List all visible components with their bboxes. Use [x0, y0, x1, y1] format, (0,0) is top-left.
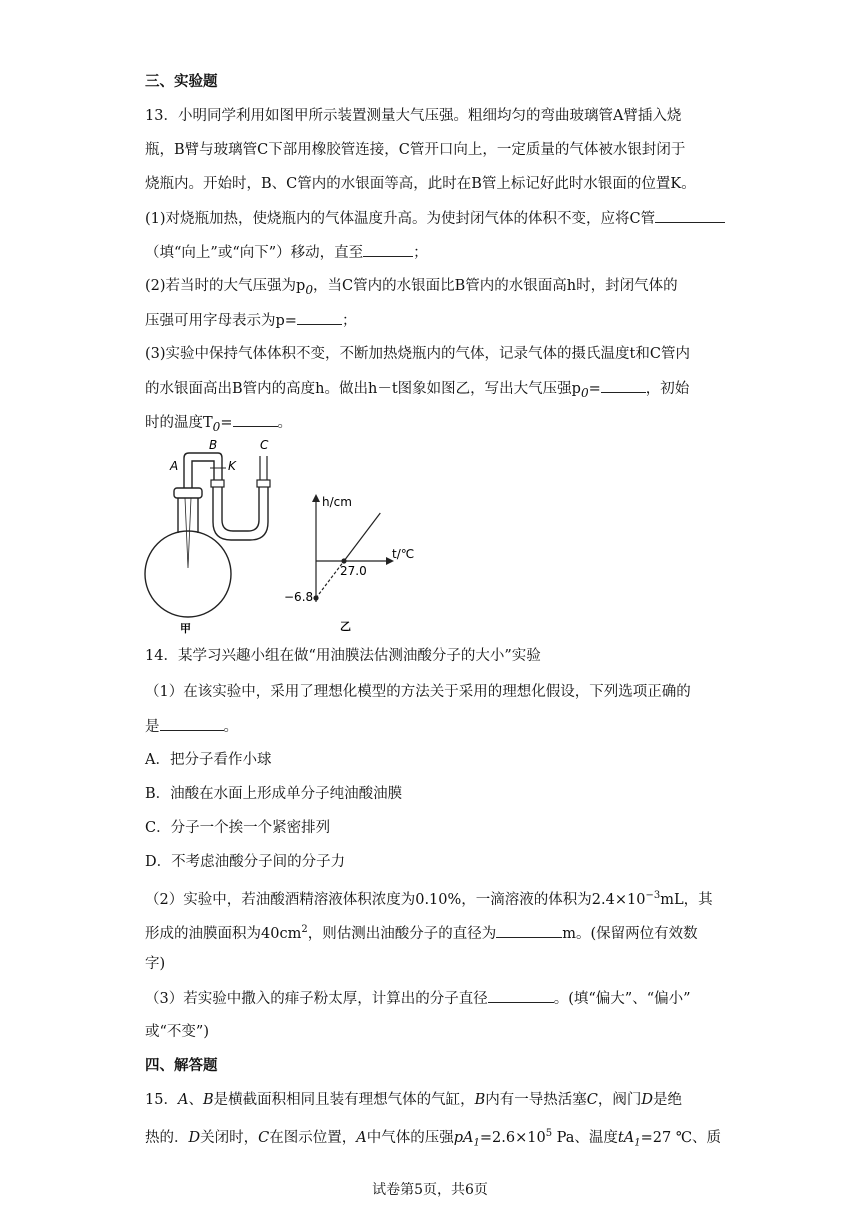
q14-option-d: D．不考虑油酸分子间的分子力	[145, 854, 346, 870]
punct: 。	[223, 719, 238, 735]
punct: 。	[277, 415, 293, 431]
q15-text: =27 ℃、质	[640, 1129, 722, 1146]
q13-part3-line-1: (3)实验中保持气体体积不变，不断加热烧瓶内的气体，记录气体的摄氏温度t和C管内	[145, 346, 690, 362]
q14-option-a: A．把分子看作小球	[145, 752, 272, 768]
value: =2.6×10	[479, 1129, 546, 1146]
answer-blank	[601, 378, 646, 393]
var-a: A	[177, 1092, 189, 1108]
subscript: 1	[634, 1137, 641, 1149]
punct: ；	[413, 245, 428, 261]
q15-text: ，阀门	[597, 1092, 642, 1108]
q13-part1-line-2	[145, 242, 715, 263]
q15-text: 内有一导热活塞	[485, 1092, 587, 1108]
var-b: B	[202, 1092, 214, 1108]
q13-part1-line-1	[145, 208, 715, 229]
answer-blank	[488, 988, 554, 1003]
tick-label-27: 27.0	[340, 564, 367, 578]
tick-label-minus-6-8: −6.8	[284, 590, 314, 604]
q15-text: 热的．	[145, 1129, 189, 1146]
q14-part2-line-2	[145, 920, 715, 944]
q13-part2-line-1	[145, 276, 715, 300]
q13-part2-text-b: ，当C管内的水银面比B管内的水银面高h时，封闭气体的	[313, 278, 678, 294]
flask-body	[145, 531, 231, 617]
figure-yi-graph	[282, 490, 422, 636]
q14-part3-text-b: 。(填“偏大”、“偏小”	[553, 991, 691, 1007]
label-b: B	[209, 438, 218, 452]
q14-line-1: 14．某学习兴趣小组在做“用油膜法估测油酸分子的大小”实验	[145, 648, 541, 664]
var-c: C	[586, 1092, 598, 1108]
eq: =	[220, 415, 233, 431]
var-d: D	[188, 1129, 201, 1146]
q13-part3-line-2	[145, 378, 715, 403]
q15-line-2	[145, 1124, 722, 1154]
data-line-solid	[344, 513, 380, 561]
q13-line-1: 13．小明同学利用如图甲所示装置测量大气压强。粗细均匀的弯曲玻璃管A臂插入烧	[145, 108, 682, 124]
section-heading-3: 三、实验题	[145, 74, 218, 90]
q13-part1-text-2: （填“向上”或“向下”）移动，直至	[145, 245, 364, 261]
q13-part2-line-2	[145, 310, 715, 331]
caption-jia: 甲	[180, 622, 191, 635]
q15-number: 15．	[145, 1092, 178, 1108]
q13-line-2: 瓶，B臂与玻璃管C下部用橡胶管连接，C管开口向上，一定质量的气体被水银封闭于	[145, 142, 686, 158]
rubber-tube-outer	[213, 487, 268, 540]
subscript: 0	[305, 282, 314, 297]
q14-part2-text-c: ，则估测出油酸分子的直径为	[307, 925, 497, 942]
exponent: −3	[645, 890, 661, 901]
tube-a-inner	[185, 498, 191, 568]
q13-part2-text: (2)若当时的大气压强为p	[145, 278, 306, 294]
unit: mL，其	[660, 891, 713, 908]
label-k: K	[228, 459, 236, 473]
q13-part3-text-e: 时的温度T	[145, 415, 213, 431]
page-footer: 试卷第5页，共6页	[372, 1182, 488, 1198]
flask-neck	[178, 498, 198, 533]
var-c: C	[258, 1129, 270, 1146]
q14-part2-text-b: 形成的油膜面积为	[145, 925, 261, 942]
q14-part3-line-2: 或“不变”)	[145, 1024, 209, 1040]
answer-blank	[655, 208, 725, 223]
q15-text: 在图示位置，	[269, 1129, 357, 1146]
q13-part2-text-c: 压强可用字母表示为p=	[145, 313, 297, 329]
q13-line-3: 烧瓶内。开始时，B、C管内的水银面等高，此时在B管上标记好此时水银面的位置K。	[145, 176, 696, 192]
section-heading-4: 四、解答题	[145, 1058, 218, 1074]
punct: ；	[341, 313, 357, 329]
var-ta: tA	[617, 1129, 635, 1146]
q15-text: 是绝	[653, 1092, 682, 1108]
q15-text: 关闭时，	[200, 1129, 259, 1146]
tube-c	[260, 456, 267, 480]
q15-text: Pa、温度	[552, 1129, 618, 1146]
q13-part3-text: 的水银面高出B管内的高度h。做出h－t图象如图乙，写出大气压强p	[145, 381, 581, 397]
label-a: A	[170, 459, 179, 473]
figure-jia-apparatus	[140, 436, 290, 636]
caption-yi: 乙	[340, 620, 351, 633]
var-b: B	[474, 1092, 486, 1108]
q14-part2-line-3: 字)	[145, 956, 166, 972]
rubber-tube-inner	[222, 487, 259, 531]
q13-part3-text-d: ，初始	[645, 381, 690, 397]
q14-part2-text-d: m。(保留两位有效数	[562, 925, 698, 942]
q14-part1-line-1: （1）在该实验中，采用了理想化模型的方法关于采用的理想化假设，下列选项正确的	[145, 684, 691, 700]
answer-blank	[233, 412, 278, 427]
q14-part1-line-2	[145, 716, 715, 737]
q15-text: 中气体的压强	[366, 1129, 454, 1146]
q14-text: 是	[145, 719, 160, 735]
answer-blank	[297, 310, 342, 325]
label-c: C	[260, 438, 269, 452]
q13-part3-line-3	[145, 412, 715, 437]
answer-blank	[496, 923, 562, 938]
value: 40cm	[261, 925, 302, 942]
q14-part3-text: （3）若实验中撒入的痱子粉太厚，计算出的分子直径	[145, 991, 488, 1007]
q13-part1-text: (1)对烧瓶加热，使烧瓶内的气体温度升高。为使封闭气体的体积不变，应将C管	[145, 211, 656, 227]
exponent: 5	[545, 1128, 553, 1139]
y-axis-label: h/cm	[322, 495, 352, 509]
q14-option-b: B．油酸在水面上形成单分子纯油酸油膜	[145, 786, 403, 802]
tube-a	[184, 453, 222, 488]
flask-stopper	[174, 488, 202, 498]
point-x-intercept	[341, 558, 346, 563]
y-axis-arrow	[312, 494, 320, 502]
punct: 、	[188, 1092, 203, 1108]
q14-option-c: C．分子一个挨一个紧密排列	[145, 820, 331, 836]
exponent: 2	[301, 924, 308, 935]
tube-b-connector	[211, 480, 224, 487]
q15-line-1	[145, 1090, 715, 1110]
answer-blank	[160, 716, 224, 731]
subscript: 1	[473, 1137, 480, 1149]
var-a: A	[356, 1129, 367, 1146]
q14-part2-line-1	[145, 886, 715, 910]
x-axis-label: t/℃	[392, 547, 415, 561]
value: 2.4×10	[591, 891, 646, 908]
var-d: D	[641, 1092, 653, 1108]
eq: =	[588, 381, 601, 397]
q14-part3-line-1	[145, 988, 715, 1009]
answer-blank	[363, 242, 413, 257]
point-y-intercept	[313, 595, 318, 600]
subscript: 0	[212, 419, 221, 434]
tube-c-connector	[257, 480, 270, 487]
subscript: 0	[580, 385, 589, 400]
q15-text: 是横截面积相同且装有理想气体的气缸，	[213, 1092, 475, 1108]
q14-part2-text: （2）实验中，若油酸酒精溶液体积浓度为0.10%，一滴溶液的体积为	[145, 891, 592, 908]
var-pa: pA	[453, 1129, 474, 1146]
